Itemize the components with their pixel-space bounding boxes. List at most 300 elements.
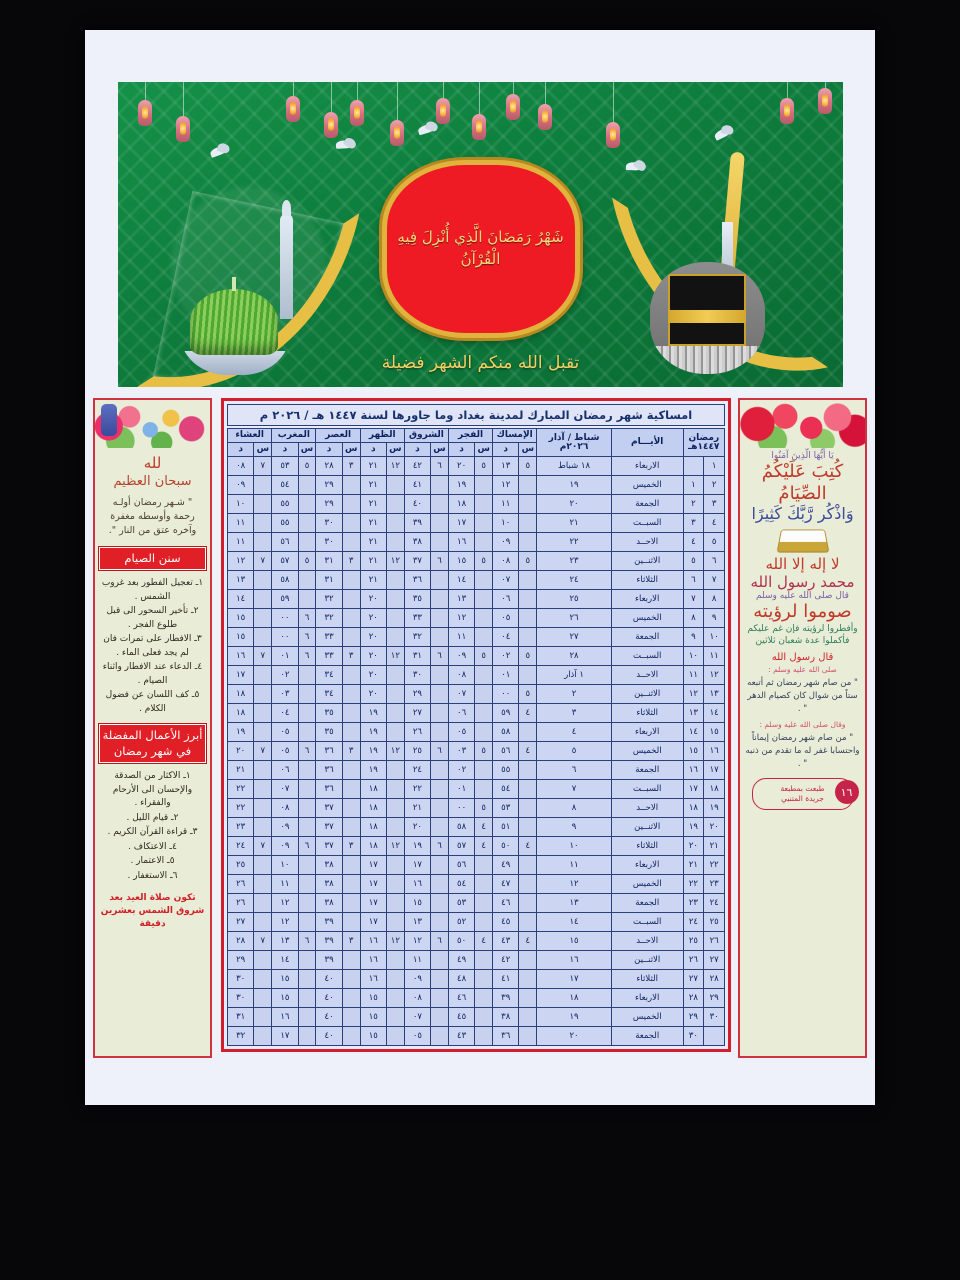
asr-minute: ٣١ bbox=[316, 552, 342, 571]
day-name: الجمعة bbox=[611, 894, 683, 913]
isha-hour: ٧ bbox=[254, 552, 272, 571]
imsak-minute: ٣٨ bbox=[493, 1008, 519, 1027]
maghrib-hour bbox=[298, 704, 316, 723]
dhuhr-hour bbox=[386, 533, 404, 552]
calendar-poster bbox=[85, 30, 875, 1105]
day-name: الاحــد bbox=[611, 932, 683, 951]
asr-hour bbox=[342, 875, 360, 894]
isha-hour bbox=[254, 970, 272, 989]
dhuhr-hour bbox=[386, 894, 404, 913]
imsak-minute: ٤٢ bbox=[493, 951, 519, 970]
gregorian-date: ١١ bbox=[537, 856, 612, 875]
dhuhr-hour: ١٢ bbox=[386, 742, 404, 761]
imsak-hour: ٥ bbox=[519, 685, 537, 704]
publisher-text bbox=[780, 784, 824, 804]
maghrib-minute: ٠٤ bbox=[272, 704, 298, 723]
th-hour: س bbox=[475, 443, 493, 457]
asr-hour bbox=[342, 970, 360, 989]
table-row bbox=[228, 647, 725, 666]
day-name: الخميس bbox=[611, 875, 683, 894]
maghrib-hour bbox=[298, 799, 316, 818]
gregorian-date: ١٦ bbox=[537, 951, 612, 970]
fajr-minute: ١٦ bbox=[448, 533, 474, 552]
day-ramadan-a: ١٢ bbox=[704, 666, 725, 685]
list-item: ٣ـ قراءة القرآن الكريم . bbox=[107, 827, 198, 838]
shuruq-hour bbox=[431, 799, 449, 818]
table-row bbox=[228, 666, 725, 685]
table-body bbox=[228, 457, 725, 1046]
isha-hour bbox=[254, 1008, 272, 1027]
maghrib-minute: ٥٧ bbox=[272, 552, 298, 571]
dhuhr-hour: ١٢ bbox=[386, 932, 404, 951]
gregorian-date: ١٨ شباط bbox=[537, 457, 612, 476]
flower-decoration bbox=[95, 400, 210, 448]
table-row bbox=[228, 723, 725, 742]
fajr-hour bbox=[475, 875, 493, 894]
th-minute: د bbox=[448, 443, 474, 457]
day-name: الاحــد bbox=[611, 666, 683, 685]
shuruq-hour bbox=[431, 818, 449, 837]
fajr-hour bbox=[475, 970, 493, 989]
dhuhr-minute: ١٥ bbox=[360, 1008, 386, 1027]
shuruq-minute: ٢٧ bbox=[404, 704, 430, 723]
isha-minute: ١١ bbox=[228, 514, 254, 533]
table-row bbox=[228, 1027, 725, 1046]
maghrib-minute: ٠٦ bbox=[272, 761, 298, 780]
gregorian-date: ٢٢ bbox=[537, 533, 612, 552]
gregorian-date: ٢١ bbox=[537, 514, 612, 533]
asr-hour bbox=[342, 514, 360, 533]
day-name: الجمعة bbox=[611, 1027, 683, 1046]
day-name: الاثنــين bbox=[611, 818, 683, 837]
table-row bbox=[228, 476, 725, 495]
maghrib-hour bbox=[298, 685, 316, 704]
table-row bbox=[228, 856, 725, 875]
shuruq-hour: ٦ bbox=[431, 837, 449, 856]
maghrib-minute: ٥٣ bbox=[272, 457, 298, 476]
dhuhr-hour: ١٢ bbox=[386, 457, 404, 476]
imsak-hour: ٥ bbox=[519, 552, 537, 571]
shuruq-minute: ١٥ bbox=[404, 894, 430, 913]
shuruq-minute: ٠٥ bbox=[404, 1027, 430, 1046]
imsak-hour bbox=[519, 894, 537, 913]
shuruq-minute: ١٢ bbox=[404, 932, 430, 951]
dhuhr-hour bbox=[386, 989, 404, 1008]
imsak-hour bbox=[519, 970, 537, 989]
fajr-hour bbox=[475, 514, 493, 533]
imsak-minute: ٠٨ bbox=[493, 552, 519, 571]
ramadan-medallion bbox=[382, 160, 580, 338]
list-item: ٦ـ الاستغفار . bbox=[127, 870, 178, 881]
isha-minute: ٠٩ bbox=[228, 476, 254, 495]
isha-minute: ٠٨ bbox=[228, 457, 254, 476]
day-ramadan-a: ٦ bbox=[704, 552, 725, 571]
th-ramadan: رمضان ١٤٤٧هـ bbox=[683, 429, 724, 457]
asr-minute: ٣٩ bbox=[316, 913, 342, 932]
ayah-block bbox=[740, 448, 865, 651]
imsak-hour bbox=[519, 476, 537, 495]
imsak-hour bbox=[519, 609, 537, 628]
publisher-line1: طبعت بمطبعة bbox=[780, 784, 825, 794]
asr-minute: ٢٩ bbox=[316, 495, 342, 514]
fajr-minute: ١٥ bbox=[448, 552, 474, 571]
asr-hour bbox=[342, 495, 360, 514]
isha-minute: ١٨ bbox=[228, 685, 254, 704]
hadith-main: صوموا لرؤيته bbox=[753, 600, 852, 622]
maghrib-hour bbox=[298, 533, 316, 552]
table-row bbox=[228, 495, 725, 514]
day-ramadan-a: ١٠ bbox=[704, 628, 725, 647]
quran-book-icon bbox=[776, 530, 829, 553]
ayah-main: كُتِبَ عَلَيْكُمُ الصِّيَامُ bbox=[761, 461, 844, 504]
sunan-list bbox=[95, 573, 210, 721]
hadith-rest: وأفطروا لرؤيته فإن غم عليكم فأكملوا عدة شعبان ثلاثين bbox=[747, 623, 858, 647]
gregorian-date: ٢٣ bbox=[537, 552, 612, 571]
isha-minute: ٢٢ bbox=[228, 780, 254, 799]
shuruq-minute: ٣٦ bbox=[404, 571, 430, 590]
th-hour: س bbox=[298, 443, 316, 457]
asr-hour bbox=[342, 856, 360, 875]
basmala-line1: لله bbox=[143, 454, 162, 472]
asr-minute: ٣٨ bbox=[316, 894, 342, 913]
isha-hour: ٧ bbox=[254, 742, 272, 761]
shuruq-hour bbox=[431, 571, 449, 590]
fajr-minute: ١٢ bbox=[448, 609, 474, 628]
maghrib-minute: ١٥ bbox=[272, 970, 298, 989]
maghrib-hour bbox=[298, 666, 316, 685]
dhuhr-minute: ١٩ bbox=[360, 723, 386, 742]
day-ramadan-b bbox=[683, 457, 704, 476]
isha-minute: ٢٦ bbox=[228, 894, 254, 913]
maghrib-minute: ١٢ bbox=[272, 894, 298, 913]
fajr-hour bbox=[475, 1008, 493, 1027]
maghrib-hour: ٦ bbox=[298, 628, 316, 647]
fajr-hour bbox=[475, 761, 493, 780]
ayah-intro: يَا أَيُّهَا الَّذِينَ آمَنُوا bbox=[771, 451, 834, 461]
maghrib-hour bbox=[298, 913, 316, 932]
dhuhr-minute: ١٨ bbox=[360, 837, 386, 856]
day-ramadan-a: ٩ bbox=[704, 609, 725, 628]
dhuhr-minute: ١٧ bbox=[360, 913, 386, 932]
imsak-hour bbox=[519, 571, 537, 590]
isha-minute: ١٣ bbox=[228, 571, 254, 590]
imsak-hour bbox=[519, 628, 537, 647]
day-ramadan-a: ٢ bbox=[704, 476, 725, 495]
fajr-minute: ٤٨ bbox=[448, 970, 474, 989]
asr-minute: ٣٦ bbox=[316, 742, 342, 761]
isha-minute: ٢١ bbox=[228, 761, 254, 780]
imsak-minute: ٥٤ bbox=[493, 780, 519, 799]
imsak-minute: ٥٨ bbox=[493, 723, 519, 742]
asr-hour bbox=[342, 571, 360, 590]
day-ramadan-a: ٢٦ bbox=[704, 932, 725, 951]
asr-hour bbox=[342, 780, 360, 799]
day-ramadan-b: ١ bbox=[683, 476, 704, 495]
shahada-line1: لا إله إلا الله bbox=[765, 554, 840, 573]
asr-hour: ٣ bbox=[342, 837, 360, 856]
dove-icon bbox=[625, 158, 649, 176]
maghrib-minute: ١٢ bbox=[272, 913, 298, 932]
asr-minute: ٣٥ bbox=[316, 704, 342, 723]
table-row bbox=[228, 932, 725, 951]
gregorian-date: ٧ bbox=[537, 780, 612, 799]
dhuhr-minute: ٢٠ bbox=[360, 685, 386, 704]
asr-hour bbox=[342, 666, 360, 685]
gregorian-date: ١٠ bbox=[537, 837, 612, 856]
fajr-hour: ٤ bbox=[475, 837, 493, 856]
day-name: الثلاثاء bbox=[611, 970, 683, 989]
fajr-hour bbox=[475, 609, 493, 628]
imsak-hour bbox=[519, 666, 537, 685]
maghrib-minute: ٠٢ bbox=[272, 666, 298, 685]
dhuhr-hour bbox=[386, 799, 404, 818]
shuruq-hour bbox=[431, 761, 449, 780]
shuruq-minute: ٣٥ bbox=[404, 590, 430, 609]
asr-hour bbox=[342, 704, 360, 723]
gregorian-date: ٢ bbox=[537, 685, 612, 704]
shuruq-hour bbox=[431, 704, 449, 723]
asr-hour bbox=[342, 1027, 360, 1046]
imsak-hour bbox=[519, 514, 537, 533]
day-ramadan-b: ٣ bbox=[683, 514, 704, 533]
isha-hour: ٧ bbox=[254, 932, 272, 951]
dhuhr-hour bbox=[386, 514, 404, 533]
imsak-minute: ٤٣ bbox=[493, 932, 519, 951]
day-ramadan-a: ١٧ bbox=[704, 761, 725, 780]
table-row bbox=[228, 837, 725, 856]
asr-hour bbox=[342, 476, 360, 495]
day-ramadan-a: ٤ bbox=[704, 514, 725, 533]
shuruq-minute: ٤١ bbox=[404, 476, 430, 495]
th-minute: د bbox=[404, 443, 430, 457]
maghrib-minute: ٥٤ bbox=[272, 476, 298, 495]
dove-icon bbox=[713, 124, 737, 142]
day-ramadan-a: ١٣ bbox=[704, 685, 725, 704]
shuruq-hour bbox=[431, 970, 449, 989]
fajr-hour bbox=[475, 951, 493, 970]
day-ramadan-b: ٩ bbox=[683, 628, 704, 647]
dhuhr-minute: ١٨ bbox=[360, 799, 386, 818]
maghrib-hour bbox=[298, 476, 316, 495]
fajr-minute: ٥٧ bbox=[448, 837, 474, 856]
imsak-minute: ١٠ bbox=[493, 514, 519, 533]
day-ramadan-a: ١٤ bbox=[704, 704, 725, 723]
table-row bbox=[228, 571, 725, 590]
day-name: السبــت bbox=[611, 913, 683, 932]
left-sidebar bbox=[93, 398, 212, 1058]
fajr-hour: ٤ bbox=[475, 818, 493, 837]
asr-hour bbox=[342, 818, 360, 837]
maghrib-hour: ٥ bbox=[298, 457, 316, 476]
fajr-minute: ٤٥ bbox=[448, 1008, 474, 1027]
shuruq-minute: ١١ bbox=[404, 951, 430, 970]
shuruq-minute: ١٩ bbox=[404, 837, 430, 856]
day-ramadan-b: ١٥ bbox=[683, 742, 704, 761]
isha-minute: ٢٨ bbox=[228, 932, 254, 951]
day-ramadan-b: ٣٠ bbox=[683, 1027, 704, 1046]
imsak-minute: ٠٠ bbox=[493, 685, 519, 704]
fajr-hour bbox=[475, 590, 493, 609]
asr-hour bbox=[342, 723, 360, 742]
dhuhr-hour bbox=[386, 495, 404, 514]
content-area bbox=[93, 398, 867, 1063]
fajr-minute: ٠٢ bbox=[448, 761, 474, 780]
dhuhr-hour bbox=[386, 628, 404, 647]
dhuhr-minute: ٢١ bbox=[360, 571, 386, 590]
gregorian-date: ٩ bbox=[537, 818, 612, 837]
asr-minute: ٤٠ bbox=[316, 970, 342, 989]
hadith-quote: " شـهر رمضان أولـه رحمة وأوسطه مغفرة وآخره عتق من النار ". bbox=[108, 497, 197, 536]
shuruq-hour bbox=[431, 780, 449, 799]
table-row bbox=[228, 628, 725, 647]
fajr-hour bbox=[475, 723, 493, 742]
dhuhr-minute: ١٨ bbox=[360, 780, 386, 799]
dhuhr-hour bbox=[386, 913, 404, 932]
table-row bbox=[228, 989, 725, 1008]
day-ramadan-a: ٢٠ bbox=[704, 818, 725, 837]
isha-minute: ١٢ bbox=[228, 552, 254, 571]
shuruq-minute: ٣٢ bbox=[404, 628, 430, 647]
th-gregorian: شباط / آذار ٢٠٢٦م bbox=[537, 429, 612, 457]
maghrib-hour bbox=[298, 723, 316, 742]
dove-icon bbox=[335, 136, 359, 153]
day-ramadan-b: ٥ bbox=[683, 552, 704, 571]
imsak-hour bbox=[519, 799, 537, 818]
asr-minute: ٣٠ bbox=[316, 514, 342, 533]
banner-greeting: تقبل الله منكم الشهر فضيلة bbox=[381, 353, 580, 373]
shuruq-minute: ٣٨ bbox=[404, 533, 430, 552]
imsak-minute: ٤٦ bbox=[493, 894, 519, 913]
day-ramadan-a: ١ bbox=[704, 457, 725, 476]
gregorian-date: ٨ bbox=[537, 799, 612, 818]
fajr-hour bbox=[475, 989, 493, 1008]
shuruq-minute: ٣١ bbox=[404, 647, 430, 666]
maghrib-minute: ٠٩ bbox=[272, 837, 298, 856]
maghrib-minute: ١٣ bbox=[272, 932, 298, 951]
dhuhr-hour bbox=[386, 951, 404, 970]
isha-minute: ٢٤ bbox=[228, 837, 254, 856]
dhuhr-hour: ١٢ bbox=[386, 837, 404, 856]
isha-hour bbox=[254, 723, 272, 742]
day-ramadan-a: ٢٣ bbox=[704, 875, 725, 894]
dhuhr-hour bbox=[386, 685, 404, 704]
shuruq-minute: ٠٨ bbox=[404, 989, 430, 1008]
isha-minute: ٢٥ bbox=[228, 856, 254, 875]
fajr-minute: ٥٦ bbox=[448, 856, 474, 875]
imsak-minute: ٤٧ bbox=[493, 875, 519, 894]
imsak-hour bbox=[519, 875, 537, 894]
asr-hour bbox=[342, 951, 360, 970]
maghrib-hour bbox=[298, 818, 316, 837]
asr-minute: ٣٣ bbox=[316, 647, 342, 666]
isha-hour bbox=[254, 856, 272, 875]
dhuhr-minute: ١٥ bbox=[360, 1027, 386, 1046]
dhuhr-hour bbox=[386, 590, 404, 609]
fajr-hour bbox=[475, 533, 493, 552]
table-row bbox=[228, 875, 725, 894]
asr-hour bbox=[342, 1008, 360, 1027]
asr-minute: ٣٨ bbox=[316, 875, 342, 894]
imsak-minute: ٤١ bbox=[493, 970, 519, 989]
table-row bbox=[228, 514, 725, 533]
list-item: ٥ـ الاعتمار . bbox=[130, 856, 175, 867]
dhuhr-hour bbox=[386, 818, 404, 837]
day-name: الجمعة bbox=[611, 495, 683, 514]
table-row bbox=[228, 552, 725, 571]
day-ramadan-b: ١١ bbox=[683, 666, 704, 685]
maghrib-minute: ٠٣ bbox=[272, 685, 298, 704]
day-ramadan-a: ٢٧ bbox=[704, 951, 725, 970]
maghrib-minute: ٠٥ bbox=[272, 742, 298, 761]
shuruq-hour bbox=[431, 894, 449, 913]
list-item: ٢ـ قيام الليل . bbox=[126, 812, 179, 823]
asr-hour bbox=[342, 799, 360, 818]
imsak-hour bbox=[519, 1027, 537, 1046]
gregorian-date: ٢٠ bbox=[537, 495, 612, 514]
amal-list bbox=[95, 766, 210, 888]
table-row bbox=[228, 913, 725, 932]
day-ramadan-b: ٢ bbox=[683, 495, 704, 514]
shuruq-minute: ٣٧ bbox=[404, 552, 430, 571]
day-ramadan-a: ١٨ bbox=[704, 780, 725, 799]
dhikr-calligraphy: وَاذْكُر رَّبَّكَ كَثِيرًا bbox=[751, 504, 854, 524]
shahada-line2: محمد رسول الله bbox=[750, 572, 855, 591]
shuruq-hour bbox=[431, 1008, 449, 1027]
isha-hour bbox=[254, 1027, 272, 1046]
maghrib-minute: ٥٥ bbox=[272, 495, 298, 514]
th-hour: س bbox=[431, 443, 449, 457]
imsak-hour: ٤ bbox=[519, 704, 537, 723]
table-title: امساكية شهر رمضان المبارك لمدينة بغداد وما جاورها لسنة ١٤٤٧ هـ / ٢٠٢٦ م bbox=[227, 404, 725, 426]
table-row bbox=[228, 609, 725, 628]
isha-minute: ١٦ bbox=[228, 647, 254, 666]
imsak-minute: ٤٥ bbox=[493, 913, 519, 932]
shuruq-minute: ١٦ bbox=[404, 875, 430, 894]
isha-hour bbox=[254, 514, 272, 533]
day-ramadan-a bbox=[704, 1027, 725, 1046]
dhuhr-minute: ١٥ bbox=[360, 989, 386, 1008]
table-row bbox=[228, 818, 725, 837]
day-ramadan-b: ٢٨ bbox=[683, 989, 704, 1008]
dhuhr-minute: ٢٠ bbox=[360, 666, 386, 685]
dhuhr-hour bbox=[386, 571, 404, 590]
isha-minute: ١٥ bbox=[228, 628, 254, 647]
day-ramadan-b: ١٣ bbox=[683, 704, 704, 723]
table-row bbox=[228, 951, 725, 970]
day-name: الاربعاء bbox=[611, 989, 683, 1008]
th-minute: د bbox=[228, 443, 254, 457]
isha-hour bbox=[254, 704, 272, 723]
day-ramadan-a: ٣٠ bbox=[704, 1008, 725, 1027]
imsak-minute: ٥٠ bbox=[493, 837, 519, 856]
maghrib-hour bbox=[298, 514, 316, 533]
day-ramadan-a: ٢٥ bbox=[704, 913, 725, 932]
asr-hour bbox=[342, 761, 360, 780]
fajr-minute: ٠٩ bbox=[448, 647, 474, 666]
day-name: الجمعة bbox=[611, 761, 683, 780]
table-row bbox=[228, 780, 725, 799]
isha-hour: ٧ bbox=[254, 457, 272, 476]
page-number: ١٦ bbox=[835, 780, 859, 804]
asr-minute: ٣٢ bbox=[316, 609, 342, 628]
shuruq-hour bbox=[431, 989, 449, 1008]
table-row bbox=[228, 685, 725, 704]
asr-minute: ٣٧ bbox=[316, 799, 342, 818]
dhuhr-hour bbox=[386, 970, 404, 989]
maghrib-hour bbox=[298, 1027, 316, 1046]
shuruq-minute: ٢٦ bbox=[404, 723, 430, 742]
dhuhr-hour bbox=[386, 1027, 404, 1046]
